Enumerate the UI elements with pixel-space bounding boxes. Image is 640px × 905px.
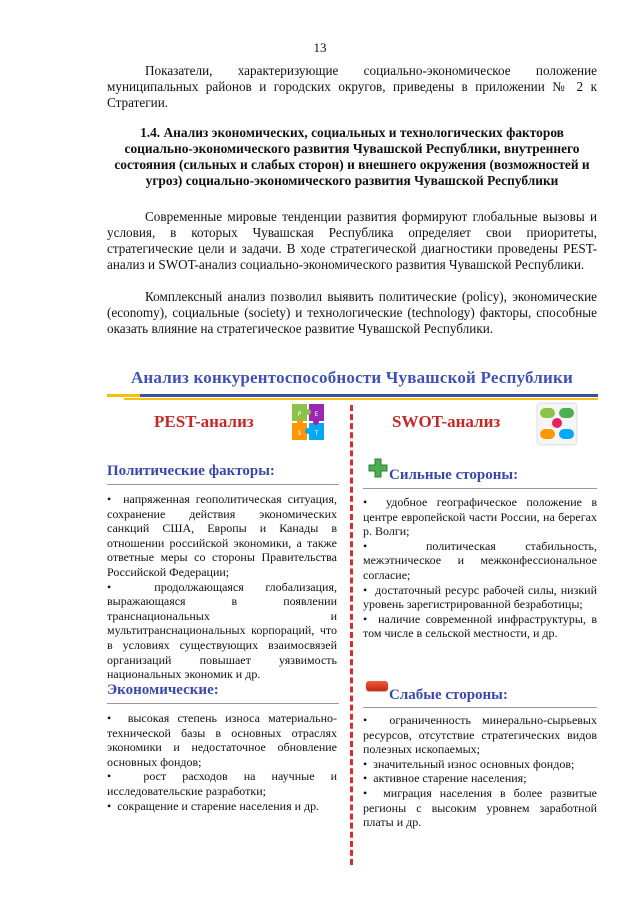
economic-heading-rule (107, 703, 339, 704)
list-item: • высокая степень износа материально-технической базы в основных отраслях экономики и недостаточное обновление основных фондов; (107, 711, 337, 769)
swot-diagram-icon (536, 402, 578, 446)
page-number: 13 (313, 40, 327, 55)
pest-title: PEST-анализ (154, 412, 254, 431)
economic-factors-list (107, 711, 337, 813)
weaknesses-heading-rule (363, 707, 597, 708)
intro-paragraph: Показатели, характеризующие социально-экономическое положение муниципальных районов и городских округов, приведены в приложении № 2 к Стратегии. (107, 63, 597, 110)
political-factors-list (107, 492, 337, 682)
banner-accent-yellow (107, 394, 140, 397)
list-item: • миграция населения в более развитые регионы с высоким уровнем заработной платы и др. (363, 786, 597, 830)
list-item: • сокращение и старение населения и др. (107, 799, 337, 814)
svg-text:T: T (314, 430, 319, 437)
section-heading: 1.4. Анализ экономических, социальных и технологических факторов социально-экономического развития Чувашской Республики, внутреннего состояния (сильных и слабых сторон) и внешнего окружения (возможностей и угроз) социально-экономического развития Чувашской Республики (114, 125, 590, 188)
svg-text:E: E (314, 411, 319, 418)
swot-title: SWOT-анализ (392, 412, 501, 431)
minus-icon (366, 681, 388, 691)
list-item: • политическая стабильность, межэтническое и межконфессиональное согласие; (363, 539, 597, 583)
list-item: • значительный износ основных фондов; (363, 757, 597, 772)
strengths-list (363, 495, 597, 641)
pest-puzzle-icon (290, 402, 326, 444)
list-item: • напряженная геополитическая ситуация, сохранение действия экономических санкций США, Европы и Канады в отношении российской экономики, а также ответные меры со стороны Правительства Российской Федерации; (107, 492, 337, 580)
svg-text:S: S (297, 430, 302, 437)
banner-line-yellow (124, 398, 598, 400)
list-item: • удобное географическое положение в центре европейской части России, на берегах р. Волги; (363, 495, 597, 539)
infographic-title: Анализ конкурентоспособности Чувашской Республики (130, 368, 574, 387)
column-divider (350, 405, 353, 865)
paragraph-analysis: Комплексный анализ позволил выявить политические (policy), экономические (economy), социальные (society) и технологические (technology) факторы, способные оказать влияние на стратегическое развитие Чувашской Республики. (107, 289, 597, 336)
list-item: • достаточный ресурс рабочей силы, низкий уровень зарегистрированной безработицы; (363, 583, 597, 612)
list-item: • ограниченность минерально-сырьевых ресурсов, отсутствие стратегических видов полезных ископаемых; (363, 713, 597, 757)
political-heading-rule (107, 484, 339, 485)
strengths-heading-rule (363, 488, 597, 489)
weaknesses-list (363, 713, 597, 830)
list-item: • активное старение населения; (363, 771, 597, 786)
list-item: • продолжающаяся глобализация, выражающаяся в появлении транснациональных и мультитранснациональных корпораций, что в условиях существующих взаимосвязей организаций повышает уязвимость национальных экономик и др. (107, 580, 337, 682)
paragraph-trends: Современные мировые тенденции развития формируют глобальные вызовы и условия, в которых Чувашская Республика определяет свои приоритеты, стратегические цели и задачи. В ходе стратегической диагностики проведены PEST-анализ и SWOT-анализ социально-экономического развития Чувашской Республики. (107, 209, 597, 272)
plus-icon (368, 458, 388, 478)
list-item: • рост расходов на научные и исследовательские разработки; (107, 769, 337, 798)
economic-factors-heading: Экономические: (107, 682, 219, 698)
svg-text:P: P (297, 411, 302, 418)
political-factors-heading: Политические факторы: (107, 463, 275, 479)
strengths-heading: Сильные стороны: (389, 467, 519, 483)
list-item: • наличие современной инфраструктуры, в том числе в сельской местности, и др. (363, 612, 597, 641)
banner-line-blue (140, 394, 598, 397)
weaknesses-heading: Слабые стороны: (389, 687, 508, 703)
